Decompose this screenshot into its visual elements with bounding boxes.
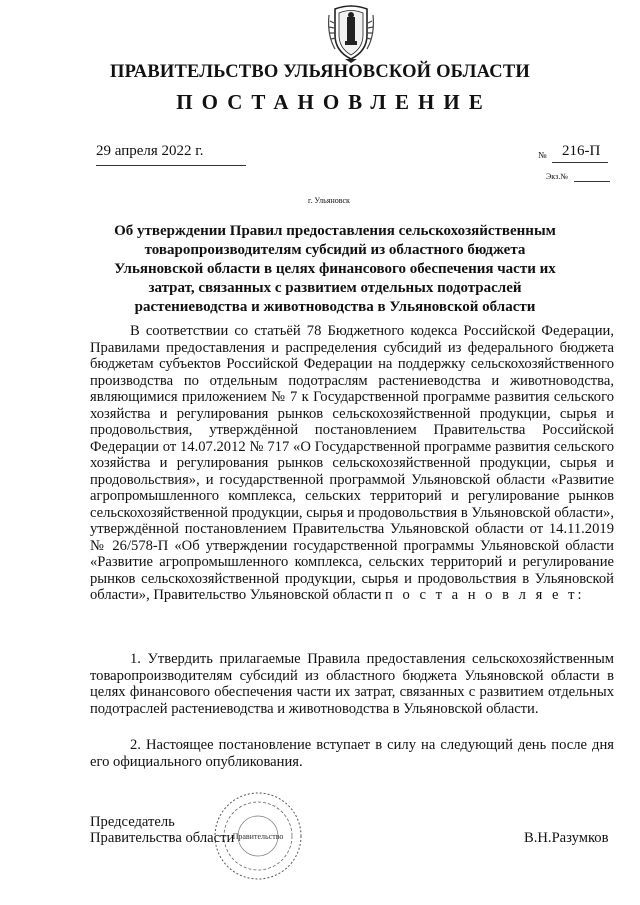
document-type: ПОСТАНОВЛЕНИЕ <box>176 90 492 114</box>
document-number: 216-П <box>562 143 601 159</box>
decree-word: п о с т а н о в л я е т: <box>385 587 585 603</box>
government-title: ПРАВИТЕЛЬСТВО УЛЬЯНОВСКОЙ ОБЛАСТИ <box>110 62 530 82</box>
document-heading: Об утверждении Правил предоставления сельскохозяйственным товаропроизводителям субсидий из областного бюджета Ульяновской области в целях финансового обеспечения части их затрат, связанных с развитием отдельных подотраслей растениеводства и животноводства в Ульяновской области <box>114 223 556 315</box>
document-date: 29 апреля 2022 г. <box>96 143 204 159</box>
city-label: г. Ульяновск <box>308 196 350 205</box>
clause-2-paragraph: 2. Настоящее постановление вступает в силу на следующий день после дня его официального опубликования. <box>90 737 614 770</box>
preamble-paragraph <box>90 323 614 604</box>
seal-text: Правительство <box>232 832 284 841</box>
coat-of-arms-icon <box>327 5 375 63</box>
copy-number-label: Экз.№ <box>546 172 568 181</box>
signatory-title-line2: Правительства области <box>90 830 235 846</box>
signatory-name: В.Н.Разумков <box>524 830 609 846</box>
copy-number-underline <box>574 181 610 182</box>
clause-1-paragraph: 1. Утвердить прилагаемые Правила предоставления сельскохозяйственным товаропроизводителям субсидий из областного бюджета Ульяновской области в целях финансового обеспечения части их затрат, связанных с развитием отдельных подотраслей растениеводства и животноводства в Ульяновской области. <box>90 651 614 717</box>
number-underline <box>552 162 608 163</box>
date-underline <box>96 165 246 166</box>
signatory-title-line1: Председатель <box>90 814 175 830</box>
preamble-text: В соответствии со статьёй 78 Бюджетного кодекса Российской Федерации, Правилами предоставления и распределения субсидий из федерального бюджета бюджетам субъектов Российской Федерации на поддержку сельскохозяйственного производства по отдельным подотраслям растениеводства и животноводства, являющимися приложением № 7 к Государственной программе развития сельского хозяйства и регулирования рынков сельскохозяйственной продукции, сырья и продовольствия, утверждённой постановлением Правительства Российской Федерации от 14.07.2012 № 717 «О Государственной программе развития сельского хозяйства и регулирования рынков сельскохозяйственной продукции, сырья и продовольствия», и государственной программой Ульяновской области «Развитие агропромышленного комплекса, сельских территорий и регулирование рынков сельскохозяйственной продукции, сырья и продовольствия в Ульяновской области», утверждённой постановлением Правительства Ульяновской области от 14.11.2019 № 26/578-П «Об утверждении государственной программы Ульяновской области «Развитие агропромышленного комплекса, сельских территорий и регулирование рынков сельскохозяйственной продукции, сырья и продовольствия в Ульяновской области», Правительство Ульяновской области <box>90 323 614 603</box>
number-prefix: № <box>538 150 547 160</box>
